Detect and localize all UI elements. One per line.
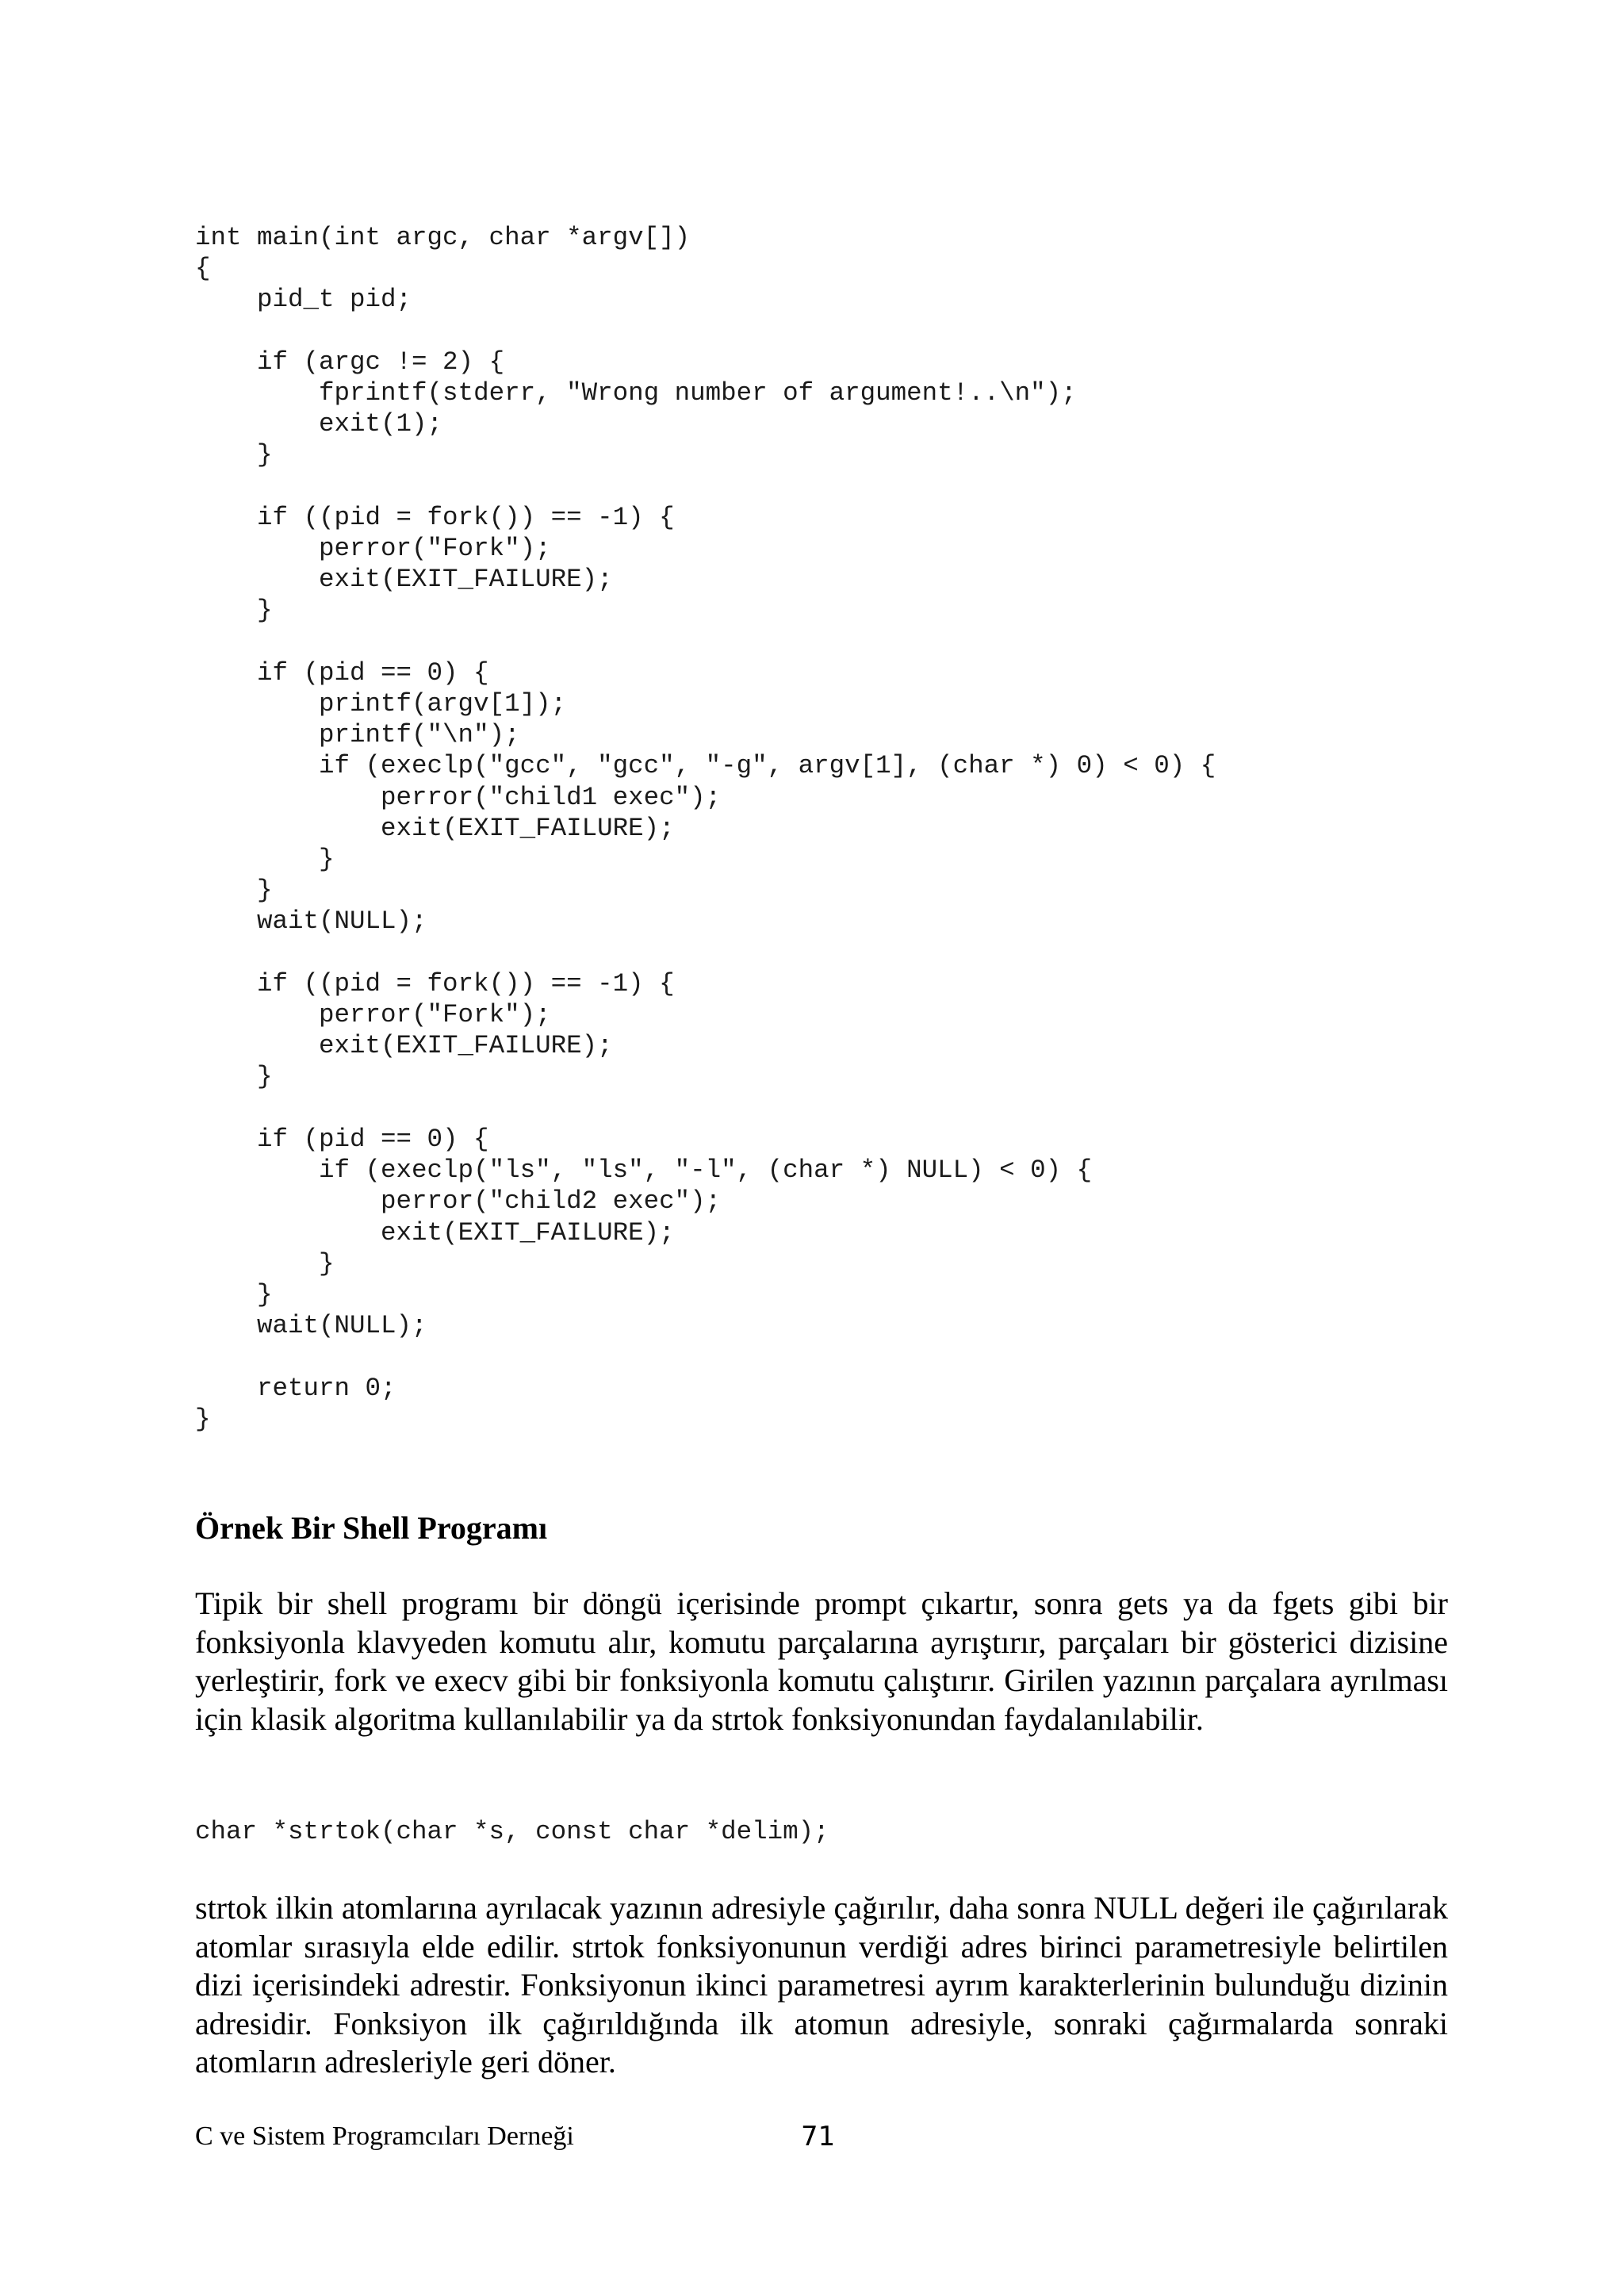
paragraph-shell-description: Tipik bir shell programı bir döngü içerisinde prompt çıkartır, sonra gets ya da fgets gibi bir fonksiyonla klavyeden komutu alır, komutu parçalarına ayrıştırır, parçaları bir gösterici dizisine yerleştirir, fork ve execv gibi bir fonksiyonla komutu çalıştırır. Girilen yazının parçalara ayrılması için klasik algoritma kullanılabilir ya da strtok fonksiyonundan faydalanılabilir. bbox=[195, 1585, 1448, 1737]
paragraph-strtok-description: strtok ilkin atomlarına ayrılacak yazının adresiyle çağırılır, daha sonra NULL değeri ile çağırılarak atomlar sırasıyla elde edilir. strtok fonksiyonunun verdiği adres birinci parametresiyle belirtilen dizi içerisindeki adrestir. Fonksiyonun ikinci parametresi ayrım karakterlerinin bulunduğu dizinin adresidir. Fonksiyon ilk çağırıldığında ilk atomun adresiyle, sonraki çağırmalarda sonraki atomların adresleriyle geri döner. bbox=[195, 1890, 1448, 2079]
strtok-prototype: char *strtok(char *s, const char *delim); bbox=[195, 1817, 829, 1846]
page-number: 71 bbox=[801, 2121, 836, 2152]
footer-organization: C ve Sistem Programcıları Derneği bbox=[195, 2122, 574, 2151]
section-heading: Örnek Bir Shell Programı bbox=[195, 1510, 548, 1546]
code-listing: int main(int argc, char *argv[]) { pid_t pid; if (argc != 2) { fprintf(stderr, "Wrong number of argument!..\n"); exit(1); } if ((pid = fork()) == -1) { perror("Fork"); exit(EXIT_FAILURE); } if (pid == 0) { printf(argv[1]); printf("\n"); if (execlp("gcc", "gcc", "-g", argv[1], (char *) 0) < 0) { perror("child1 exec"); exit(EXIT_FAILURE); } } wait(NULL); if ((pid = fork()) == -1) { perror("Fork"); exit(EXIT_FAILURE); } if (pid == 0) { if (execlp("ls", "ls", "-l", (char *) NULL) < 0) { perror("child2 exec"); exit(EXIT_FAILURE); } } wait(NULL); return 0; } bbox=[195, 223, 1216, 1434]
